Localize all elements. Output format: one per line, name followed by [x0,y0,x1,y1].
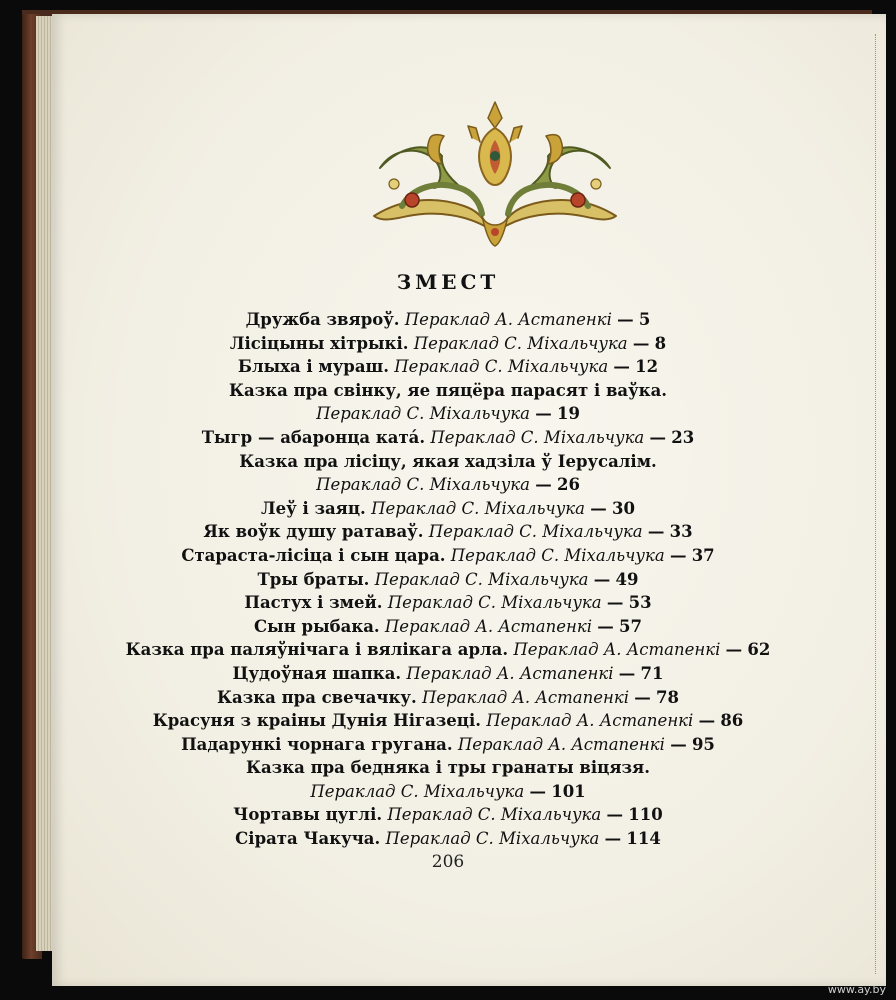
toc-entry [0,473,896,497]
toc-entry-title: Казка пра свінку, яе пяцёра парасят і ваўка. [228,380,668,400]
toc-entry-dash: — [725,640,743,660]
toc-entry-dash: — [670,734,687,754]
toc-entry-translator: Пераклад С. Міхальчука [394,357,609,377]
toc-entry-dash: — [632,333,650,353]
toc-entry-title: Красуня з краіны Дунія Нігазеці. [152,711,482,731]
toc-entry-translator: Пераклад С. Міхальчука [430,427,645,447]
toc-entry [0,450,896,474]
toc-entry-translator: Пераклад С. Міхальчука [428,522,643,542]
toc-entry-title: Стараста-лісіца і сын цара. [181,545,446,565]
toc-entry-page-number: 71 [640,663,664,683]
toc-entry-title: Тыгр — абаронца катá. [201,427,426,447]
toc-entry-page-number: 8 [654,333,667,353]
toc-entry-title: Казка пра паляўнічага і вялікага арла. [125,640,509,660]
toc-entry [0,803,896,827]
toc-entry-dash: — [634,687,651,707]
toc-entry-title: Тры браты. [257,569,370,589]
toc-entry [0,615,896,639]
toc-entry-dash: — [698,711,716,731]
page-number: 206 [431,852,465,872]
toc-entry-dash: — [597,616,614,636]
toc-entry-translator: Пераклад С. Міхальчука [371,498,585,518]
toc-entry-dash: — [590,498,607,518]
toc-entry [0,827,896,851]
toc-entry-dash: — [604,829,622,849]
toc-entry [0,662,896,686]
toc-entry-page-number: 53 [628,593,652,613]
toc-entry-dash: — [647,522,665,542]
toc-entry-dash: — [617,310,634,329]
toc-entry-page-number: 78 [656,687,679,707]
page-title: ЗМЕСТ [396,270,500,294]
toc-entry-translator: Пераклад А. Астапенкі [457,734,665,754]
toc-entry-page-number: 19 [556,404,580,424]
toc-entry [0,544,896,568]
toc-entry [0,568,896,592]
toc-entry [0,638,896,662]
toc-entry [0,355,896,379]
toc-entry-page-number: 12 [635,357,659,377]
toc-entry-title: Казка пра бедняка і тры гранаты віцязя. [245,758,650,778]
toc-entry-page-number: 30 [611,498,635,518]
toc-entry-translator: Пераклад А. Астапенкі [406,663,614,683]
toc-entry-page-number: 62 [747,640,771,660]
toc-entry-translator: Пераклад А. Астапенкі [486,711,694,731]
toc-entry-title: Падарункі чорнага гругана. [181,734,453,754]
ornament-vignette-icon [372,98,618,248]
toc-entry-title: Блыха і мураш. [237,357,390,377]
toc-entry-page-number: 33 [669,522,693,542]
toc-entry [0,426,896,450]
toc-entry-dash: — [593,569,611,589]
toc-entry-dash: — [535,475,552,495]
toc-entry [0,379,896,403]
toc-entry [0,709,896,733]
toc-entry [0,332,896,356]
toc-entry-translator: Пераклад С. Міхальчука [413,333,628,353]
toc-entry [0,780,896,804]
toc-entry-title: Цудоўная шапка. [232,663,402,683]
table-of-contents [0,308,896,851]
toc-entry-title: Пастух і змей. [244,593,383,613]
toc-entry-page-number: 5 [638,310,651,329]
toc-entry-page-number: 114 [626,829,661,849]
toc-entry-dash: — [613,357,630,377]
toc-entry [0,756,896,780]
toc-entry-translator: Пераклад С. Міхальчука [374,569,589,589]
toc-entry-translator: Пераклад А. Астапенкі [384,616,592,636]
toc-entry-title: Леў і заяц. [261,498,366,518]
toc-entry [0,497,896,521]
toc-entry-dash: — [606,805,623,825]
toc-entry-page-number: 49 [615,569,639,589]
toc-entry [0,520,896,544]
toc-entry-title: Сын рыбака. [254,616,380,636]
toc-entry-title: Казка пра свечачку. [217,687,417,707]
toc-entry-translator: Пераклад С. Міхальчука [316,475,530,495]
toc-entry-page-number: 95 [691,734,715,754]
toc-entry [0,686,896,710]
toc-entry-title: Дружба звяроў. [245,310,400,329]
toc-entry-dash: — [669,545,687,565]
toc-entry-translator: Пераклад А. Астапенкі [513,640,721,660]
toc-entry-page-number: 26 [556,475,580,495]
toc-entry-page-number: 86 [720,711,744,731]
toc-entry-page-number: 101 [551,781,586,801]
toc-entry-dash: — [618,663,636,683]
toc-entry-translator: Пераклад С. Міхальчука [316,404,530,424]
toc-entry-translator: Пераклад А. Астапенкі [404,310,612,329]
toc-entry [0,308,896,332]
toc-entry-dash: — [606,593,624,613]
toc-entry-dash: — [535,404,552,424]
toc-entry [0,733,896,757]
toc-entry-title: Лісіцыны хітрыкі. [229,333,409,353]
toc-entry-translator: Пераклад С. Міхальчука [450,545,665,565]
toc-entry-translator: Пераклад С. Міхальчука [387,593,602,613]
toc-entry-title: Чортавы цуглі. [233,805,383,825]
toc-entry [0,402,896,426]
toc-entry-page-number: 110 [628,805,663,825]
toc-entry [0,591,896,615]
toc-entry-page-number: 57 [618,616,642,636]
watermark: www.ay.by [827,983,886,996]
toc-entry-translator: Пераклад А. Астапенкі [421,687,630,707]
toc-entry-dash: — [649,427,667,447]
toc-entry-title: Сірата Чакуча. [235,829,381,849]
toc-entry-title: Казка пра лісіцу, якая хадзіла ў Іерусалім. [239,451,657,471]
toc-entry-translator: Пераклад С. Міхальчука [385,829,600,849]
toc-entry-dash: — [529,781,546,801]
toc-entry-page-number: 23 [671,427,695,447]
toc-entry-translator: Пераклад С. Міхальчука [387,805,602,825]
toc-entry-translator: Пераклад С. Міхальчука [310,781,525,801]
toc-entry-title: Як воўк душу ратаваў. [203,522,424,542]
toc-entry-page-number: 37 [691,545,715,565]
